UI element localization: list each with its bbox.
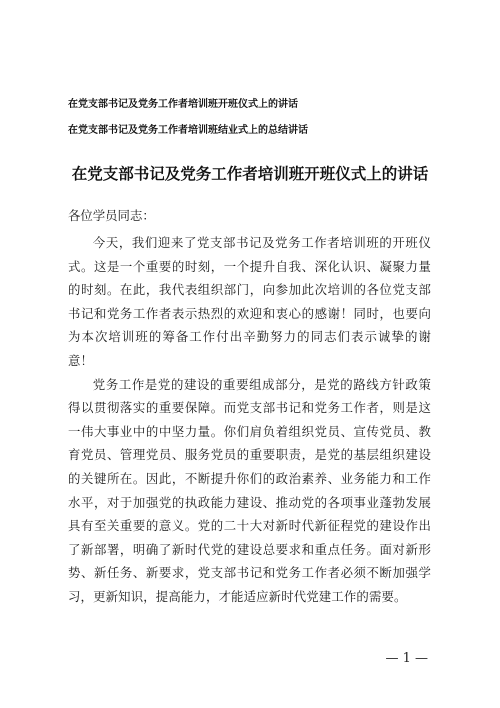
page-number: — 1 — <box>385 651 428 666</box>
document-body <box>68 204 431 609</box>
paragraph-2: 党务工作是党的建设的重要组成部分，是党的路线方针政策得以贯彻落实的重要保障。而党支部书记和党务工作者，则是这一伟大事业中的中坚力量。你们肩负着组织党员、宣传党员、教育党员、管理党员、服务党员的重要职责，是党的基层组织建设的关键所在。因此，不断提升你们的政治素养、业务能力和工作水平，对于加强党的执政能力建设、推动党的各项事业蓬勃发展具有至关重要的意义。党的二十大对新时代新征程党的建设作出了新部署，明确了新时代党的建设总要求和重点任务。面对新形势、新任务、新要求，党支部书记和党务工作者必须不断加强学习，更新知识，提高能力，才能适应新时代党建工作的需要。 <box>68 376 431 604</box>
toc-entry-closing-speech[interactable]: 在党支部书记及党务工作者培训班结业式上的总结讲话 <box>68 125 308 136</box>
salutation: 各位学员同志： <box>68 208 155 223</box>
toc-entry-opening-speech[interactable]: 在党支部书记及党务工作者培训班开班仪式上的讲话 <box>68 99 298 110</box>
document-title: 在党支部书记及党务工作者培训班开班仪式上的讲话 <box>71 165 429 183</box>
table-of-contents <box>68 98 448 150</box>
paragraph-1: 今天，我们迎来了党支部书记及党务工作者培训班的开班仪式。这是一个重要的时刻，一个提升自我、深化认识、凝聚力量的时刻。在此，我代表组织部门，向参加此次培训的各位党支部书记和党务工作者表示热烈的欢迎和衷心的感谢！同时，也要向为本次培训班的筹备工作付出辛勤努力的同志们表示诚挚的谢意！ <box>68 235 431 368</box>
